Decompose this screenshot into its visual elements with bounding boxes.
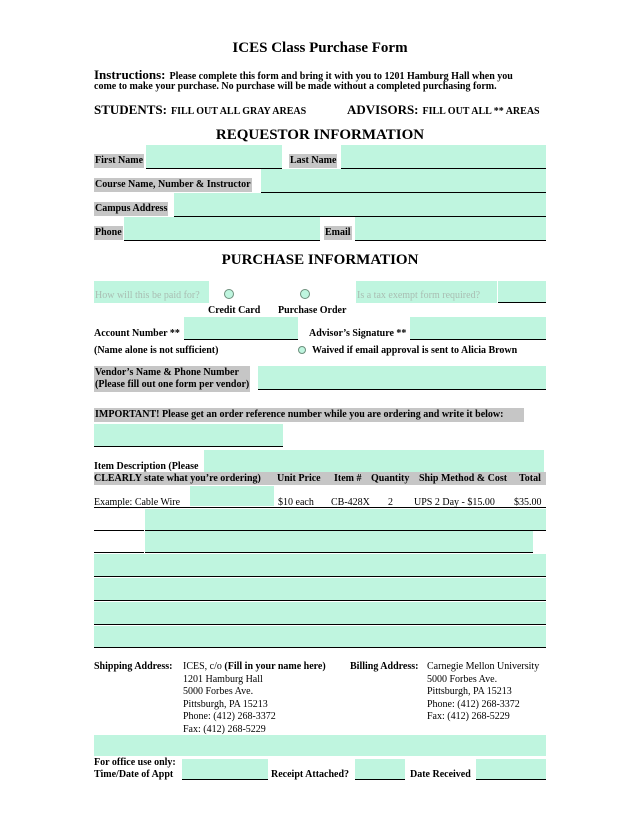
advisor-signature-field[interactable]: [410, 317, 546, 340]
campus-address-field[interactable]: [174, 193, 546, 217]
vendor-label-line1: Vendor’s Name & Phone Number: [95, 367, 239, 378]
item-row-6[interactable]: [94, 626, 546, 648]
time-date-field[interactable]: [182, 759, 268, 780]
advisors-note: [347, 101, 540, 119]
item-number-header: Item #: [334, 473, 362, 484]
item-header-green-band: [204, 450, 544, 472]
billing-line: Pittsburgh, PA 15213: [427, 686, 512, 698]
office-band: [94, 735, 546, 756]
example-description: Example: Cable Wire: [94, 497, 181, 508]
item-description-header-line1: Item Description (Please: [94, 461, 199, 472]
account-number-field[interactable]: [184, 317, 298, 340]
vendor-label: [94, 366, 250, 392]
unit-price-header: Unit Price: [277, 473, 321, 484]
tax-question: Is a tax exempt form required?: [356, 281, 497, 303]
example-ship-method: UPS 2 Day - $15.00: [414, 497, 495, 508]
shipping-line1-bold: (Fill in your name here): [224, 661, 326, 672]
purchase-heading: PURCHASE INFORMATION: [221, 252, 419, 268]
billing-line: Phone: (412) 268-3372: [427, 698, 520, 710]
students-text: FILL OUT ALL GRAY AREAS: [170, 106, 307, 117]
vendor-label-line2: (Please fill out one form per vendor): [95, 379, 250, 390]
date-received-field[interactable]: [476, 759, 546, 780]
advisors-label: ADVISORS:: [347, 102, 419, 117]
example-total: $35.00: [514, 497, 542, 508]
example-unit-price: $10 each: [278, 497, 314, 508]
billing-line: Fax: (412) 268-5229: [427, 711, 510, 723]
item-row-3[interactable]: [94, 554, 546, 577]
course-label: Course Name, Number & Instructor: [95, 179, 251, 190]
item-row-1-left-rule: [94, 530, 144, 531]
vendor-field[interactable]: [258, 366, 546, 390]
shipping-line: Phone: (412) 268-3372: [183, 711, 276, 723]
name-alone-note: (Name alone is not sufficient): [94, 345, 219, 356]
item-row-1[interactable]: [145, 509, 546, 531]
students-note: [94, 101, 306, 119]
phone-field[interactable]: [124, 217, 320, 241]
advisors-text: FILL OUT ALL ** AREAS: [422, 106, 540, 117]
email-field[interactable]: [355, 217, 546, 241]
credit-card-label: Credit Card: [208, 305, 261, 316]
item-row-2-left-rule: [94, 552, 144, 553]
phone-label: Phone: [95, 227, 122, 238]
office-use-label: For office use only:: [94, 757, 176, 768]
instructions-line1: Please complete this form and bring it with you to 1201 Hamburg Hall when you: [169, 71, 513, 82]
shipping-line: Pittsburgh, PA 15213: [183, 698, 268, 710]
first-name-field[interactable]: [146, 145, 282, 169]
shipping-line: 5000 Forbes Ave.: [183, 686, 254, 698]
email-label: Email: [325, 227, 351, 238]
ship-method-header: Ship Method & Cost: [419, 473, 508, 484]
billing-line1: Carnegie Mellon University: [427, 661, 540, 672]
example-underline: [94, 507, 546, 508]
requestor-heading: REQUESTOR INFORMATION: [215, 127, 425, 143]
waived-note: Waived if email approval is sent to Alicia Brown: [312, 345, 518, 356]
item-row-5[interactable]: [94, 602, 546, 625]
page-title: ICES Class Purchase Form: [232, 40, 408, 56]
instructions-label: Instructions:: [94, 67, 166, 82]
last-name-field[interactable]: [341, 145, 546, 169]
campus-address-label: Campus Address: [95, 203, 168, 214]
important-note: IMPORTANT! Please get an order reference number while you are ordering and write it below:: [94, 408, 524, 422]
billing-label: Billing Address:: [350, 661, 419, 672]
advisor-signature-label: Advisor’s Signature **: [309, 328, 407, 339]
account-number-label: Account Number **: [94, 328, 180, 339]
credit-card-radio[interactable]: [224, 289, 234, 299]
last-name-label: Last Name: [290, 155, 337, 166]
receipt-attached-field[interactable]: [355, 759, 405, 780]
shipping-label: Shipping Address:: [94, 661, 173, 672]
students-label: STUDENTS:: [94, 102, 167, 117]
paid-question: How will this be paid for?: [94, 281, 209, 303]
billing-line: 5000 Forbes Ave.: [427, 674, 498, 685]
time-date-label: Time/Date of Appt: [94, 769, 174, 780]
first-name-label: First Name: [95, 155, 144, 166]
total-header: Total: [519, 473, 541, 484]
date-received-label: Date Received: [410, 769, 471, 780]
instructions-line2: come to make your purchase. No purchase will be made without a completed purchasing form.: [94, 81, 497, 92]
course-field[interactable]: [261, 169, 546, 193]
waived-checkbox[interactable]: [298, 346, 306, 354]
example-quantity: 2: [388, 497, 393, 508]
tax-exempt-field[interactable]: [498, 281, 546, 303]
shipping-line1-prefix: ICES, c/o: [183, 661, 225, 672]
shipping-line: 1201 Hamburg Hall: [183, 674, 263, 685]
quantity-header: Quantity: [371, 473, 410, 484]
purchase-order-label: Purchase Order: [278, 305, 347, 316]
shipping-line: Fax: (412) 268-5229: [183, 723, 266, 735]
item-row-2[interactable]: [145, 531, 533, 553]
shipping-line1: [183, 661, 326, 672]
example-item-number: CB-428X: [331, 497, 370, 508]
purchase-order-radio[interactable]: [300, 289, 310, 299]
order-reference-field[interactable]: [94, 424, 283, 447]
billing-address-lines: [427, 674, 520, 724]
receipt-attached-label: Receipt Attached?: [271, 769, 350, 780]
item-description-header-line2: CLEARLY state what you’re ordering): [94, 473, 261, 484]
example-green-cell: [190, 486, 274, 506]
item-row-4[interactable]: [94, 578, 546, 601]
shipping-address-lines: [183, 674, 276, 736]
